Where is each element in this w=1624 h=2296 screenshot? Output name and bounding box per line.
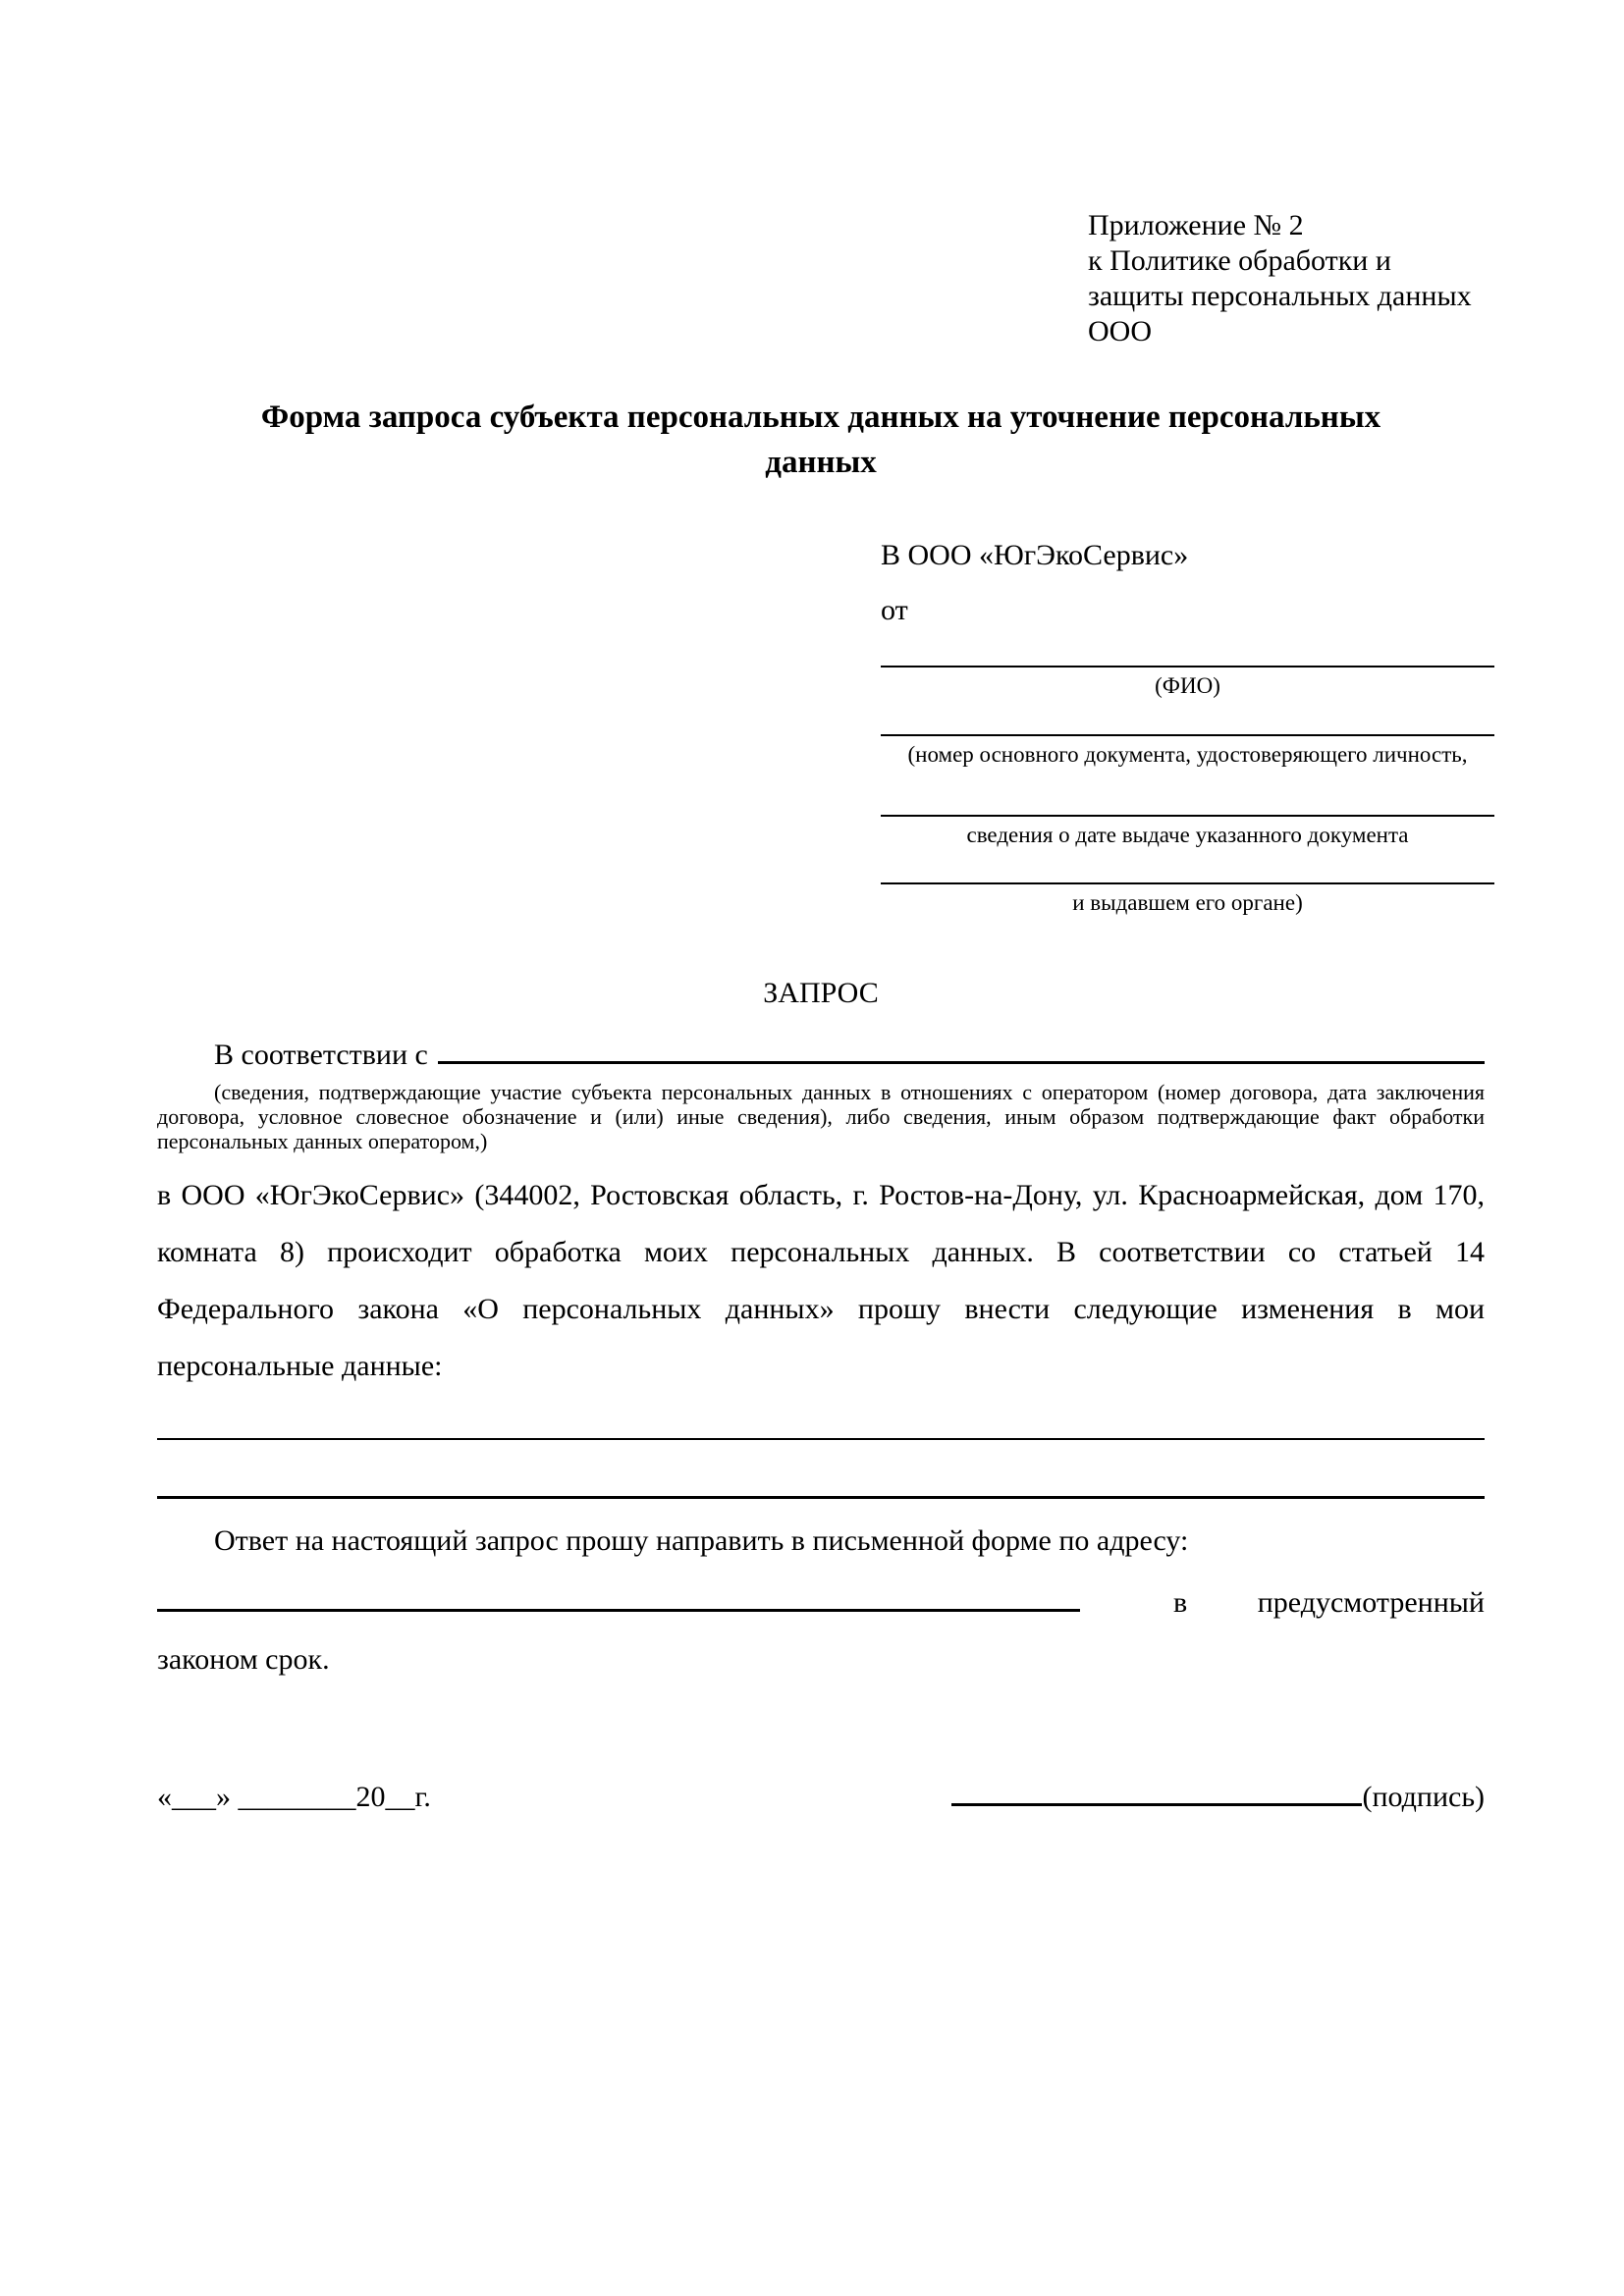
date-blank-line: «___» ________20__г. (157, 1781, 431, 1813)
request-heading: ЗАПРОС (763, 977, 879, 1009)
changes-blank-line (157, 1496, 1485, 1499)
addressee-block (881, 538, 1494, 918)
signature-blank-line (951, 1772, 1362, 1806)
changes-blank-line (157, 1438, 1485, 1440)
accordance-blank-line (438, 1032, 1485, 1064)
issue-date-caption: сведения о дате выдаче указанного документа (966, 823, 1409, 847)
reply-paragraph: Ответ на настоящий запрос прошу направить в письменной форме по адресу: (214, 1524, 1189, 1557)
body-paragraph: в ООО «ЮгЭкоСервис» (344002, Ростовская область, г. Ростов-на-Дону, ул. Красноармейская, дом 170, комната 8) происходит обработка моих персональных данных. В соответствии со статьей 14 Федерального закона «О персональных данных» прошу внести следующие изменения в мои персональные данные: (157, 1179, 1485, 1382)
fio-caption: (ФИО) (1155, 673, 1220, 698)
appendix-note-line: Приложение № 2 (1088, 209, 1304, 241)
accordance-lead: В соответствии с (214, 1039, 428, 1071)
addressee-from-label: от (881, 594, 908, 626)
appendix-note (1088, 208, 1485, 349)
issuing-authority-caption: и выдавшем его органе) (1072, 890, 1303, 915)
accordance-line (157, 1032, 1485, 1074)
reply-word: в (1173, 1586, 1188, 1619)
addressee-to: В ООО «ЮгЭкоСервис» (881, 539, 1189, 571)
signature-group (951, 1772, 1485, 1817)
date-signature-row (157, 1772, 1485, 1817)
address-blank-line (157, 1570, 1080, 1612)
issue-date-blank-line (881, 815, 1494, 850)
issuing-authority-blank-line (881, 882, 1494, 918)
signature-caption: (подпись) (1362, 1781, 1485, 1813)
reply-address-row (157, 1570, 1485, 1631)
appendix-note-line: ООО (1088, 315, 1152, 347)
document-number-blank-line (881, 734, 1494, 770)
appendix-note-line: к Политике обработки и (1088, 244, 1391, 277)
fio-blank-line (881, 666, 1494, 701)
reply-word: предусмотренный (1257, 1586, 1485, 1619)
accordance-note: (сведения, подтверждающие участие субъекта персональных данных в отношениях с оператором (номер договора, дата заключения договора, условное словесное обозначение и (или) иные сведения), либо сведения, иным образом подтверждающие факт обработки персональных данных оператором,) (157, 1080, 1485, 1153)
document-number-caption: (номер основного документа, удостоверяющего личность, (907, 742, 1468, 767)
appendix-note-line: защиты персональных данных (1088, 280, 1472, 312)
reply-paragraph-end: законом срок. (157, 1643, 330, 1676)
page-title: Форма запроса субъекта персональных данных на уточнение персональных данных (260, 400, 1381, 480)
